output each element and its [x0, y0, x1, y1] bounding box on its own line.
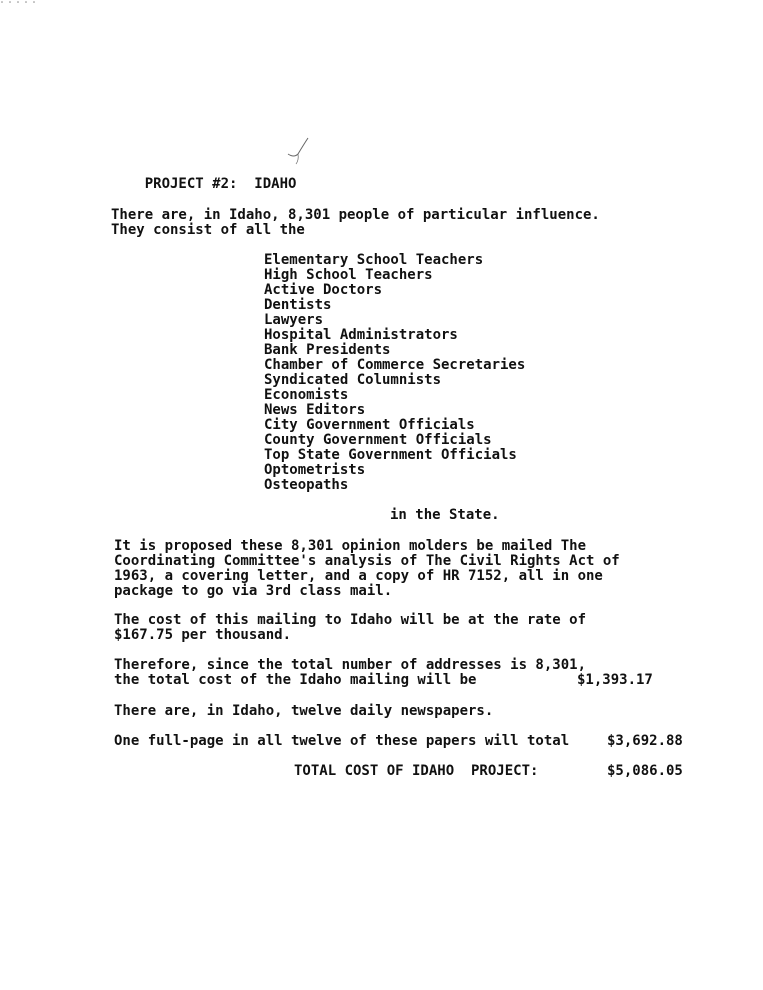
intro-line-2: They consist of all the [111, 222, 305, 238]
list-item: Dentists [264, 297, 332, 313]
cost-rate-line-1: The cost of this mailing to Idaho will be at the rate of [114, 612, 587, 628]
full-page-line: One full-page in all twelve of these papers will total [114, 733, 570, 749]
project-label: PROJECT #2: [144, 176, 238, 192]
project-name: IDAHO [254, 176, 297, 192]
project-heading [111, 162, 296, 207]
list-item: Economists [264, 387, 349, 403]
list-item: Chamber of Commerce Secretaries [264, 357, 526, 373]
proposal-line-1: It is proposed these 8,301 opinion molders be mailed The [114, 538, 587, 554]
grand-total-amount: $5,086.05 [607, 763, 683, 779]
list-item: City Government Officials [264, 417, 475, 433]
total-mailing-line-1: Therefore, since the total number of addresses is 8,301, [114, 657, 587, 673]
full-page-amount: $3,692.88 [607, 733, 683, 749]
in-the-state: in the State. [390, 507, 500, 523]
proposal-line-4: package to go via 3rd class mail. [114, 583, 393, 599]
cost-rate-line-2: $167.75 per thousand. [114, 627, 292, 643]
proposal-line-3: 1963, a covering letter, and a copy of HR 7152, all in one [114, 568, 603, 584]
scan-edge-marks [0, 0, 40, 4]
total-mailing-line-2: the total cost of the Idaho mailing will be [114, 672, 477, 688]
list-item: County Government Officials [264, 432, 492, 448]
mailing-cost-amount: $1,393.17 [577, 672, 653, 688]
list-item: Optometrists [264, 462, 366, 478]
list-item: Active Doctors [264, 282, 383, 298]
list-item: Elementary School Teachers [264, 252, 484, 268]
list-item: High School Teachers [264, 267, 433, 283]
list-item: Top State Government Officials [264, 447, 517, 463]
intro-line-1: There are, in Idaho, 8,301 people of particular influence. [111, 207, 600, 223]
list-item: Lawyers [264, 312, 324, 328]
grand-total-label: TOTAL COST OF IDAHO PROJECT: [294, 763, 539, 779]
list-item: Syndicated Columnists [264, 372, 442, 388]
list-item: Hospital Administrators [264, 327, 458, 343]
proposal-line-2: Coordinating Committee's analysis of The Civil Rights Act of [114, 553, 620, 569]
list-item: News Editors [264, 402, 366, 418]
list-item: Bank Presidents [264, 342, 391, 358]
list-item: Osteopaths [264, 477, 349, 493]
newspapers-line: There are, in Idaho, twelve daily newspapers. [114, 703, 494, 719]
